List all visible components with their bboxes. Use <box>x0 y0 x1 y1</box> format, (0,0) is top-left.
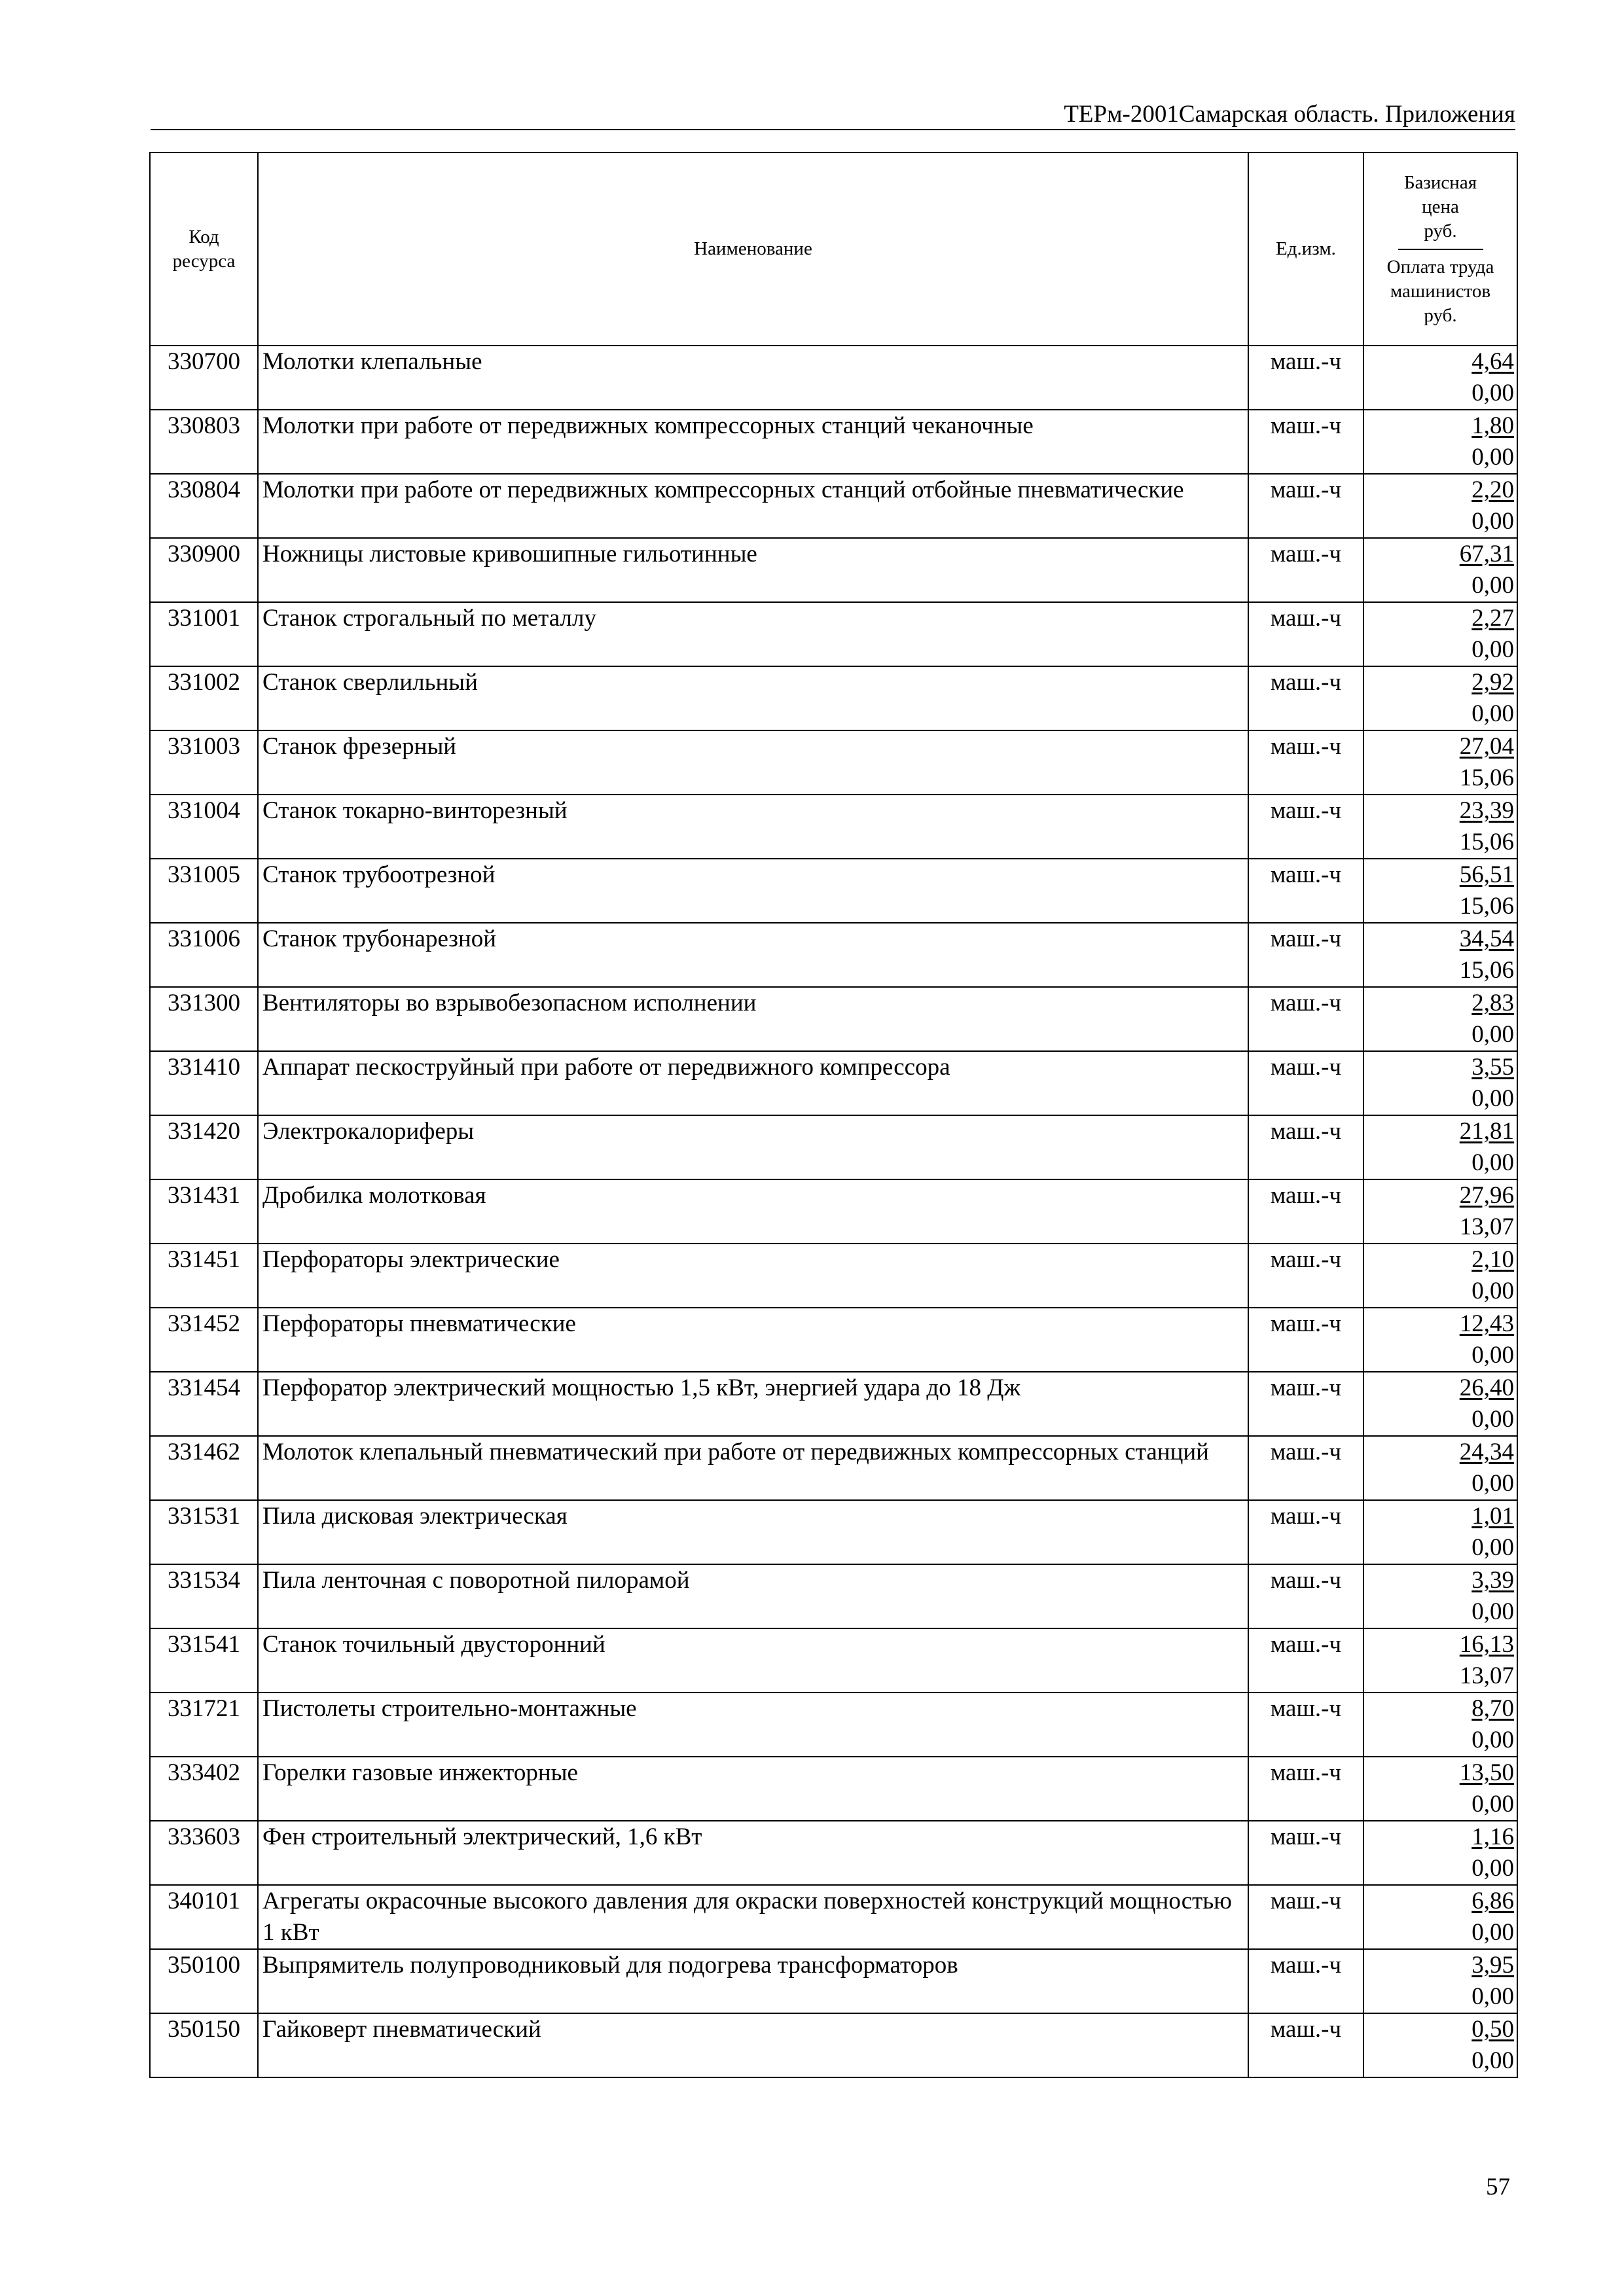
base-price: 1,01 <box>1471 1503 1514 1530</box>
operator-labor-cost: 0,00 <box>1471 1021 1514 1048</box>
operator-labor-cost: 0,00 <box>1471 2047 1514 2074</box>
resource-unit: маш.-ч <box>1248 1051 1363 1115</box>
resource-price-cell <box>1363 602 1517 666</box>
resource-code: 331531 <box>150 1500 258 1564</box>
resource-unit: маш.-ч <box>1248 1885 1363 1949</box>
base-price: 3,39 <box>1471 1567 1514 1594</box>
resource-code: 350150 <box>150 2013 258 2077</box>
resource-price-cell <box>1363 1949 1517 2013</box>
resource-code: 350100 <box>150 1949 258 2013</box>
code-header-line-1: Код <box>189 226 219 247</box>
resource-unit: маш.-ч <box>1248 1949 1363 2013</box>
operator-labor-cost: 0,00 <box>1471 1406 1514 1433</box>
base-price: 8,70 <box>1471 1695 1514 1722</box>
resource-name: Станок трубоотрезной <box>258 859 1248 923</box>
resource-name: Станок токарно-винторезный <box>258 795 1248 859</box>
resource-price-table <box>149 152 1518 2078</box>
labor-header-line-2: машинистов <box>1390 280 1491 302</box>
resource-code: 330804 <box>150 474 258 538</box>
base-price: 2,20 <box>1471 476 1514 503</box>
resource-unit: маш.-ч <box>1248 410 1363 474</box>
operator-labor-cost: 0,00 <box>1471 508 1514 535</box>
table-row <box>150 1179 1517 1244</box>
resource-unit: маш.-ч <box>1248 1821 1363 1885</box>
base-price: 67,31 <box>1459 541 1514 567</box>
table-row <box>150 2013 1517 2077</box>
resource-unit: маш.-ч <box>1248 1115 1363 1179</box>
operator-labor-cost: 15,06 <box>1459 829 1514 855</box>
resource-name: Аппарат пескоструйный при работе от передвижного компрессора <box>258 1051 1248 1115</box>
resource-unit: маш.-ч <box>1248 602 1363 666</box>
base-price: 56,51 <box>1459 861 1514 888</box>
operator-labor-cost: 13,07 <box>1459 1662 1514 1689</box>
resource-name: Молоток клепальный пневматический при работе от передвижных компрессорных станций <box>258 1436 1248 1500</box>
resource-unit: маш.-ч <box>1248 795 1363 859</box>
operator-labor-cost: 0,00 <box>1471 1727 1514 1753</box>
column-header-code <box>150 152 258 346</box>
resource-unit: маш.-ч <box>1248 1436 1363 1500</box>
base-price: 0,50 <box>1471 2016 1514 2043</box>
resource-unit: маш.-ч <box>1248 1244 1363 1308</box>
resource-code: 331534 <box>150 1564 258 1628</box>
resource-name: Дробилка молотковая <box>258 1179 1248 1244</box>
resource-unit: маш.-ч <box>1248 1757 1363 1821</box>
resource-name: Пила дисковая электрическая <box>258 1500 1248 1564</box>
resource-name: Станок фрезерный <box>258 730 1248 795</box>
resource-name: Горелки газовые инжекторные <box>258 1757 1248 1821</box>
header-divider <box>151 129 1515 130</box>
resource-price-cell <box>1363 1500 1517 1564</box>
resource-price-cell <box>1363 795 1517 859</box>
operator-labor-cost: 15,06 <box>1459 893 1514 920</box>
operator-labor-cost: 0,00 <box>1471 1278 1514 1304</box>
resource-code: 340101 <box>150 1885 258 1949</box>
operator-labor-cost: 0,00 <box>1471 1534 1514 1561</box>
column-header-name: Наименование <box>258 152 1248 346</box>
table-row <box>150 1949 1517 2013</box>
base-price: 2,10 <box>1471 1246 1514 1273</box>
table-header-row <box>150 152 1517 346</box>
resource-name: Ножницы листовые кривошипные гильотинные <box>258 538 1248 602</box>
base-price: 2,27 <box>1471 605 1514 632</box>
table-row <box>150 730 1517 795</box>
table-row <box>150 602 1517 666</box>
resource-price-cell <box>1363 1821 1517 1885</box>
resource-code: 331541 <box>150 1628 258 1693</box>
resource-price-cell <box>1363 1628 1517 1693</box>
operator-labor-cost: 0,00 <box>1471 1342 1514 1369</box>
resource-name: Молотки при работе от передвижных компрессорных станций отбойные пневматические <box>258 474 1248 538</box>
table-row <box>150 1436 1517 1500</box>
resource-unit: маш.-ч <box>1248 1179 1363 1244</box>
table-row <box>150 1372 1517 1436</box>
table-row <box>150 1244 1517 1308</box>
resource-code: 331006 <box>150 923 258 987</box>
resource-code: 331431 <box>150 1179 258 1244</box>
base-price: 2,92 <box>1471 669 1514 696</box>
table-row <box>150 859 1517 923</box>
column-header-price <box>1363 152 1517 346</box>
base-price: 27,96 <box>1459 1182 1514 1209</box>
resource-code: 331001 <box>150 602 258 666</box>
resource-price-cell <box>1363 859 1517 923</box>
resource-name: Перфораторы пневматические <box>258 1308 1248 1372</box>
resource-price-cell <box>1363 1436 1517 1500</box>
table-row <box>150 1821 1517 1885</box>
resource-unit: маш.-ч <box>1248 2013 1363 2077</box>
resource-code: 331410 <box>150 1051 258 1115</box>
resource-price-cell <box>1363 1115 1517 1179</box>
operator-labor-cost: 13,07 <box>1459 1213 1514 1240</box>
resource-name: Пистолеты строительно-монтажные <box>258 1693 1248 1757</box>
resource-code: 330900 <box>150 538 258 602</box>
resource-code: 331002 <box>150 666 258 730</box>
base-price: 27,04 <box>1459 733 1514 760</box>
resource-price-cell <box>1363 1244 1517 1308</box>
resource-unit: маш.-ч <box>1248 730 1363 795</box>
base-price: 3,95 <box>1471 1952 1514 1979</box>
resource-price-cell <box>1363 987 1517 1051</box>
resource-unit: маш.-ч <box>1248 923 1363 987</box>
resource-name: Электрокалориферы <box>258 1115 1248 1179</box>
resource-unit: маш.-ч <box>1248 1564 1363 1628</box>
table-row <box>150 538 1517 602</box>
table-row <box>150 1500 1517 1564</box>
operator-labor-cost: 0,00 <box>1471 1598 1514 1625</box>
base-price: 26,40 <box>1459 1374 1514 1401</box>
table-row <box>150 1628 1517 1693</box>
resource-price-cell <box>1363 2013 1517 2077</box>
operator-labor-cost: 0,00 <box>1471 380 1514 406</box>
table-row <box>150 666 1517 730</box>
resource-code: 331005 <box>150 859 258 923</box>
table-row <box>150 1757 1517 1821</box>
resource-name: Перфоратор электрический мощностью 1,5 кВт, энергией удара до 18 Дж <box>258 1372 1248 1436</box>
resource-price-cell <box>1363 346 1517 410</box>
resource-name: Выпрямитель полупроводниковый для подогрева трансформаторов <box>258 1949 1248 2013</box>
base-price: 2,83 <box>1471 990 1514 1016</box>
table-row <box>150 1564 1517 1628</box>
table-row <box>150 410 1517 474</box>
base-price: 16,13 <box>1459 1631 1514 1658</box>
resource-unit: маш.-ч <box>1248 538 1363 602</box>
operator-labor-cost: 0,00 <box>1471 1149 1514 1176</box>
table-row <box>150 987 1517 1051</box>
resource-unit: маш.-ч <box>1248 1628 1363 1693</box>
resource-code: 330803 <box>150 410 258 474</box>
table-row <box>150 1693 1517 1757</box>
operator-labor-cost: 0,00 <box>1471 1983 1514 2010</box>
resource-price-cell <box>1363 1051 1517 1115</box>
operator-labor-cost: 0,00 <box>1471 1919 1514 1946</box>
resource-code: 331454 <box>150 1372 258 1436</box>
base-price: 1,16 <box>1471 1823 1514 1850</box>
price-header-line-3: руб. <box>1424 220 1457 242</box>
resource-price-cell <box>1363 1885 1517 1949</box>
base-price: 21,81 <box>1459 1118 1514 1145</box>
page-number: 57 <box>1486 2174 1510 2200</box>
base-price: 6,86 <box>1471 1888 1514 1914</box>
resource-unit: маш.-ч <box>1248 474 1363 538</box>
base-price: 4,64 <box>1471 348 1514 375</box>
resource-code: 331004 <box>150 795 258 859</box>
resource-name: Перфораторы электрические <box>258 1244 1248 1308</box>
resource-code: 333402 <box>150 1757 258 1821</box>
resource-code: 331003 <box>150 730 258 795</box>
resource-price-cell <box>1363 410 1517 474</box>
operator-labor-cost: 15,06 <box>1459 764 1514 791</box>
table-row <box>150 474 1517 538</box>
operator-labor-cost: 0,00 <box>1471 700 1514 727</box>
resource-name: Станок строгальный по металлу <box>258 602 1248 666</box>
table-row <box>150 923 1517 987</box>
page-header-title: ТЕРм-2001Самарская область. Приложения <box>1064 101 1515 128</box>
resource-name: Станок трубонарезной <box>258 923 1248 987</box>
resource-code: 331721 <box>150 1693 258 1757</box>
resource-unit: маш.-ч <box>1248 346 1363 410</box>
table-row <box>150 346 1517 410</box>
resource-name: Молотки клепальные <box>258 346 1248 410</box>
price-header-line-2: цена <box>1422 196 1459 217</box>
resource-name: Станок сверлильный <box>258 666 1248 730</box>
base-price: 13,50 <box>1459 1759 1514 1786</box>
resource-unit: маш.-ч <box>1248 1372 1363 1436</box>
operator-labor-cost: 0,00 <box>1471 572 1514 599</box>
operator-labor-cost: 0,00 <box>1471 1855 1514 1882</box>
resource-code: 331420 <box>150 1115 258 1179</box>
price-header-line-1: Базисная <box>1403 171 1477 193</box>
resource-name: Гайковерт пневматический <box>258 2013 1248 2077</box>
resource-code: 331451 <box>150 1244 258 1308</box>
resource-price-cell <box>1363 666 1517 730</box>
resource-code: 333603 <box>150 1821 258 1885</box>
operator-labor-cost: 0,00 <box>1471 1085 1514 1112</box>
resource-price-cell <box>1363 1372 1517 1436</box>
resource-name: Станок точильный двусторонний <box>258 1628 1248 1693</box>
resource-price-cell <box>1363 1564 1517 1628</box>
resource-price-cell <box>1363 1757 1517 1821</box>
resource-unit: маш.-ч <box>1248 987 1363 1051</box>
operator-labor-cost: 0,00 <box>1471 636 1514 663</box>
table-row <box>150 1885 1517 1949</box>
resource-unit: маш.-ч <box>1248 859 1363 923</box>
base-price: 3,55 <box>1471 1054 1514 1081</box>
resource-name: Агрегаты окрасочные высокого давления для окраски поверхностей конструкций мощностью 1 кВт <box>258 1885 1248 1949</box>
resource-name: Молотки при работе от передвижных компрессорных станций чеканочные <box>258 410 1248 474</box>
resource-code: 331462 <box>150 1436 258 1500</box>
operator-labor-cost: 0,00 <box>1471 1791 1514 1818</box>
resource-name: Пила ленточная с поворотной пилорамой <box>258 1564 1248 1628</box>
resource-unit: маш.-ч <box>1248 1500 1363 1564</box>
operator-labor-cost: 0,00 <box>1471 444 1514 471</box>
labor-header-line-3: руб. <box>1424 304 1457 326</box>
base-price: 1,80 <box>1471 412 1514 439</box>
resource-price-cell <box>1363 1693 1517 1757</box>
resource-code: 331452 <box>150 1308 258 1372</box>
operator-labor-cost: 0,00 <box>1471 1470 1514 1497</box>
resource-name: Вентиляторы во взрывобезопасном исполнении <box>258 987 1248 1051</box>
resource-price-cell <box>1363 474 1517 538</box>
table-row <box>150 1051 1517 1115</box>
base-price: 23,39 <box>1459 797 1514 824</box>
table-row <box>150 1115 1517 1179</box>
base-price: 12,43 <box>1459 1310 1514 1337</box>
column-header-unit: Ед.изм. <box>1248 152 1363 346</box>
resource-price-cell <box>1363 538 1517 602</box>
resource-unit: маш.-ч <box>1248 1308 1363 1372</box>
resource-price-cell <box>1363 1179 1517 1244</box>
resource-code: 330700 <box>150 346 258 410</box>
code-header-line-2: ресурса <box>172 250 236 272</box>
resource-price-cell <box>1363 1308 1517 1372</box>
resource-price-cell <box>1363 730 1517 795</box>
base-price: 24,34 <box>1459 1439 1514 1465</box>
resource-name: Фен строительный электрический, 1,6 кВт <box>258 1821 1248 1885</box>
operator-labor-cost: 15,06 <box>1459 957 1514 984</box>
table-row <box>150 1308 1517 1372</box>
resource-unit: маш.-ч <box>1248 1693 1363 1757</box>
base-price: 34,54 <box>1459 925 1514 952</box>
table-row <box>150 795 1517 859</box>
resource-code: 331300 <box>150 987 258 1051</box>
resource-unit: маш.-ч <box>1248 666 1363 730</box>
labor-header-line-1: Оплата труда <box>1386 256 1494 278</box>
resource-price-cell <box>1363 923 1517 987</box>
